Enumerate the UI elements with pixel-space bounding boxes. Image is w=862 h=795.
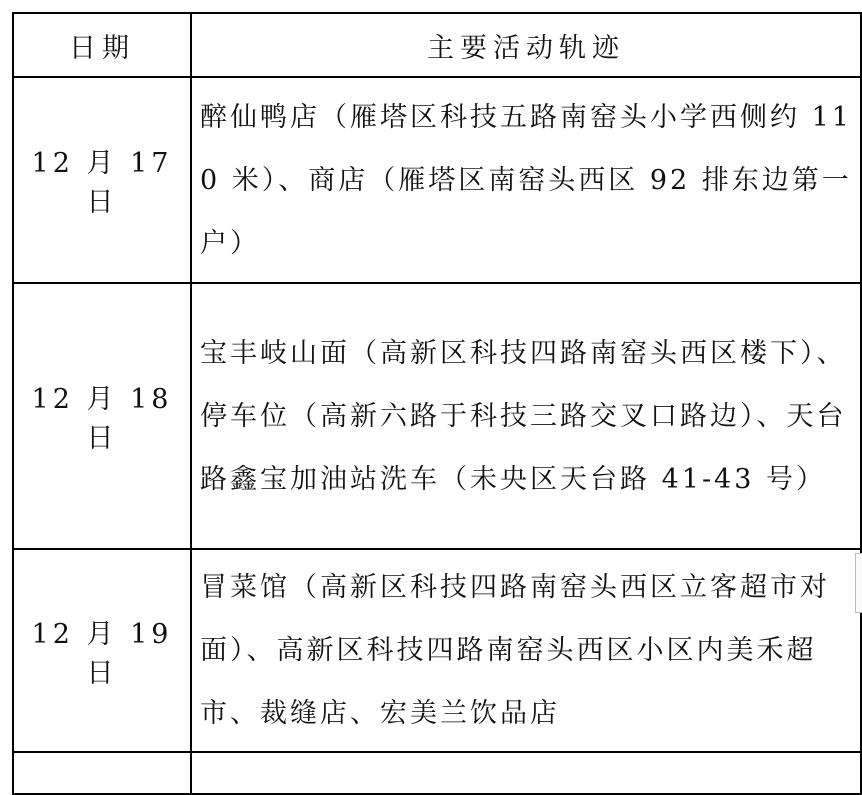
table-row	[13, 549, 861, 752]
header-activity: 主要活动轨迹	[191, 13, 861, 77]
table-header-row	[13, 13, 861, 77]
date-cell: 12 月 17 日	[13, 77, 191, 283]
empty-cell	[13, 752, 191, 794]
header-date: 日期	[13, 13, 191, 77]
table-row	[13, 77, 861, 283]
activity-cell: 醉仙鸭店（雁塔区科技五路南窑头小学西侧约 110 米）、商店（雁塔区南窑头西区 92 排东边第一户）	[191, 77, 861, 283]
activity-cell: 宝丰岐山面（高新区科技四路南窑头西区楼下）、停车位（高新六路于科技三路交叉口路边）、天台路鑫宝加油站洗车（未央区天台路 41-43 号）	[191, 283, 861, 549]
empty-cell	[191, 752, 861, 794]
date-cell: 12 月 19 日	[13, 549, 191, 752]
table-row-partial	[13, 752, 861, 794]
table-row	[13, 283, 861, 549]
activity-table	[12, 12, 862, 795]
side-scroll-marker	[855, 553, 862, 613]
activity-cell: 冒菜馆（高新区科技四路南窑头西区立客超市对面）、高新区科技四路南窑头西区小区内美禾超市、裁缝店、宏美兰饮品店	[191, 549, 861, 752]
date-cell: 12 月 18 日	[13, 283, 191, 549]
